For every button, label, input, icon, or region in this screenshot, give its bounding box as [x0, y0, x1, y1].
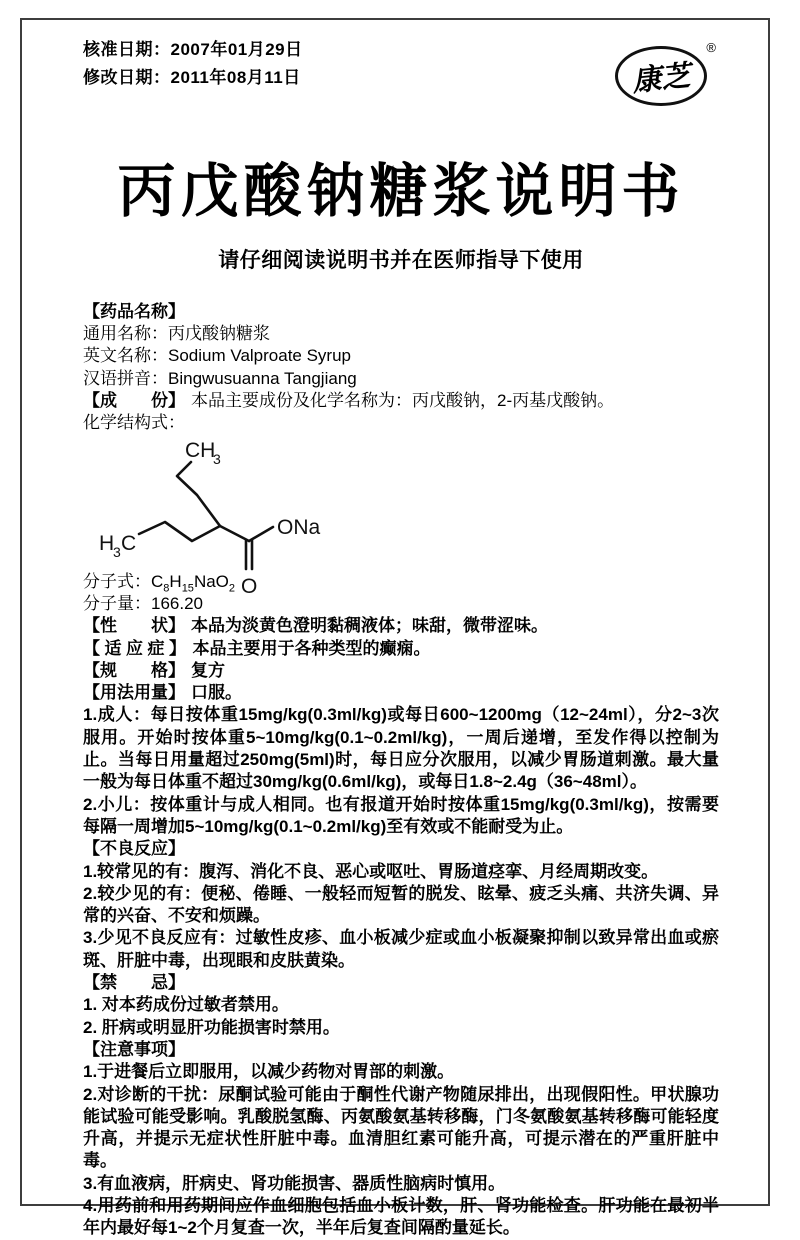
registered-trademark-symbol: ® [706, 40, 716, 55]
h3c-h-label: H [99, 531, 115, 555]
precaution-item: 4.用药前和用药期间应作血细胞包括血小板计数，肝、肾功能检查。肝功能在最初半年内最好每1~2个月复查一次，半年后复查间隔酌量延长。 [83, 1195, 719, 1238]
section-contraindications-label: 【禁 忌】 [83, 973, 185, 993]
specification-text: 复方 [191, 660, 225, 680]
adverse-reaction-item: 2.较少见的有：便秘、倦睡、一般轻而短暂的脱发、眩晕、疲乏头痛、共济失调、异常的兴奋、不安和烦躁。 [83, 883, 719, 926]
section-dosage-label: 【用法用量】 [83, 683, 185, 703]
logo-brand-text: 康芝 [630, 57, 692, 98]
insert-body [83, 301, 719, 1240]
page-subtitle: 请仔细阅读说明书并在医师指导下使用 [218, 248, 584, 272]
character-text: 本品为淡黄色澄明黏稠液体；味甜，微带涩味。 [191, 616, 548, 636]
bond-left-chain [139, 522, 220, 541]
composition-text: 本品主要成份及化学名称为：丙戊酸钠，2-丙基戊酸钠。 [191, 391, 615, 411]
pinyin-name-line: 汉语拼音：Bingwusuanna Tangjiang [83, 368, 357, 388]
formula-nao: NaO [193, 571, 229, 591]
logo-oval [615, 46, 707, 106]
molecular-weight-line: 分子量：166.20 [83, 593, 203, 613]
chemical-structure-diagram [87, 433, 337, 608]
page-title: 丙戊酸钠糖浆说明书 [117, 159, 685, 224]
ona-label: ONa [277, 515, 321, 539]
bond-top-chain [177, 462, 220, 526]
specification-line [83, 660, 719, 682]
dosage-child-item: 2.小儿：按体重计与成人相同。也有报道开始时按体重15mg/kg(0.3ml/kg)，按需要每隔一周增加5~10mg/kg(0.1~0.2ml/kg)至有效或不能耐受为止。 [83, 794, 719, 836]
indications-line [83, 638, 719, 660]
section-specification-label: 【规 格】 [83, 660, 185, 680]
section-composition-label: 【成 份】 [83, 391, 185, 411]
character-line [83, 615, 719, 637]
carbonyl-o-label: O [241, 574, 258, 598]
structure-heading: 化学结构式： [83, 413, 185, 433]
dosage-adult-item: 1.成人：每日按体重15mg/kg(0.3ml/kg)或每日600~1200mg（12~24ml），分2~3次服用。开始时按体重5~10mg/kg(0.1~0.2ml/kg)，一周后递增，至发作得以控制为止。当每日用量超过250mg(5ml)时，每日应分次服用，以减少胃肠道刺激。最大量一般为每日体重不超过30mg/kg(0.6ml/kg)，或每日1.8~2.4g（36~48ml）。 [83, 705, 719, 792]
formula-h-sub: 15 [181, 582, 194, 595]
generic-name-line: 通用名称：丙戊酸钠糖浆 [83, 324, 270, 344]
composition-line [83, 390, 719, 412]
molecular-formula-label: 分子式： [83, 571, 151, 591]
h3c-c-label: C [121, 531, 137, 555]
bond-central-carboxyl [220, 526, 249, 541]
formula-o-sub: 2 [228, 582, 236, 595]
adverse-reaction-item: 3.少见不良反应有：过敏性皮疹、血小板减少症或血小板凝聚抑制以致异常出血或瘀斑、肝脏中毒，出现眼和皮肤黄染。 [83, 928, 719, 970]
precaution-item: 2.对诊断的干扰：尿酮试验可能由于酮性代谢产物随尿排出，出现假阳性。甲状腺功能试验可能受影响。乳酸脱氢酶、丙氨酸氨基转移酶，门冬氨酸氨基转移酶可能轻度升高，并提示无症状性肝脏中毒。血清胆红素可能升高，可提示潜在的严重肝脏中毒。 [83, 1084, 719, 1171]
ch3-subscript: 3 [213, 450, 221, 467]
dosage-intro: 口服。 [191, 683, 242, 703]
header [83, 36, 719, 108]
english-name-line: 英文名称：Sodium Valproate Syrup [83, 346, 352, 366]
section-character-label: 【性 状】 [83, 616, 185, 636]
page-content [83, 0, 719, 1240]
contraindication-item: 1. 对本药成份过敏者禁用。 [83, 995, 289, 1015]
approval-date: 核准日期：2007年01月29日 [83, 40, 303, 59]
precaution-item: 1.于进餐后立即服用，以减少药物对胃部的刺激。 [83, 1062, 455, 1082]
formula-h: H [169, 571, 182, 591]
section-indications-label: 【适应症】 [83, 638, 191, 658]
precaution-item: 3.有血液病，肝病史、肾功能损害、器质性脑病时慎用。 [83, 1173, 506, 1193]
h3c-subscript: 3 [113, 543, 121, 560]
section-drug-name-label: 【药品名称】 [83, 301, 185, 321]
formula-c-sub: 8 [163, 582, 170, 595]
indications-text: 本品主要用于各种类型的癫痫。 [192, 638, 431, 658]
formula-c: C [151, 571, 164, 591]
revision-date: 修改日期：2011年08月11日 [83, 68, 301, 87]
section-adverse-reactions-label: 【不良反应】 [83, 839, 185, 859]
section-precautions-label: 【注意事项】 [83, 1039, 185, 1059]
adverse-reaction-item: 1.较常见的有：腹泻、消化不良、恶心或呕吐、胃肠道痉挛、月经周期改变。 [83, 861, 659, 881]
date-block [83, 36, 303, 92]
brand-logo [615, 42, 719, 108]
contraindication-item: 2. 肝病或明显肝功能损害时禁用。 [83, 1017, 340, 1037]
ch3-label: CH [185, 438, 216, 462]
dosage-heading-line [83, 682, 719, 704]
